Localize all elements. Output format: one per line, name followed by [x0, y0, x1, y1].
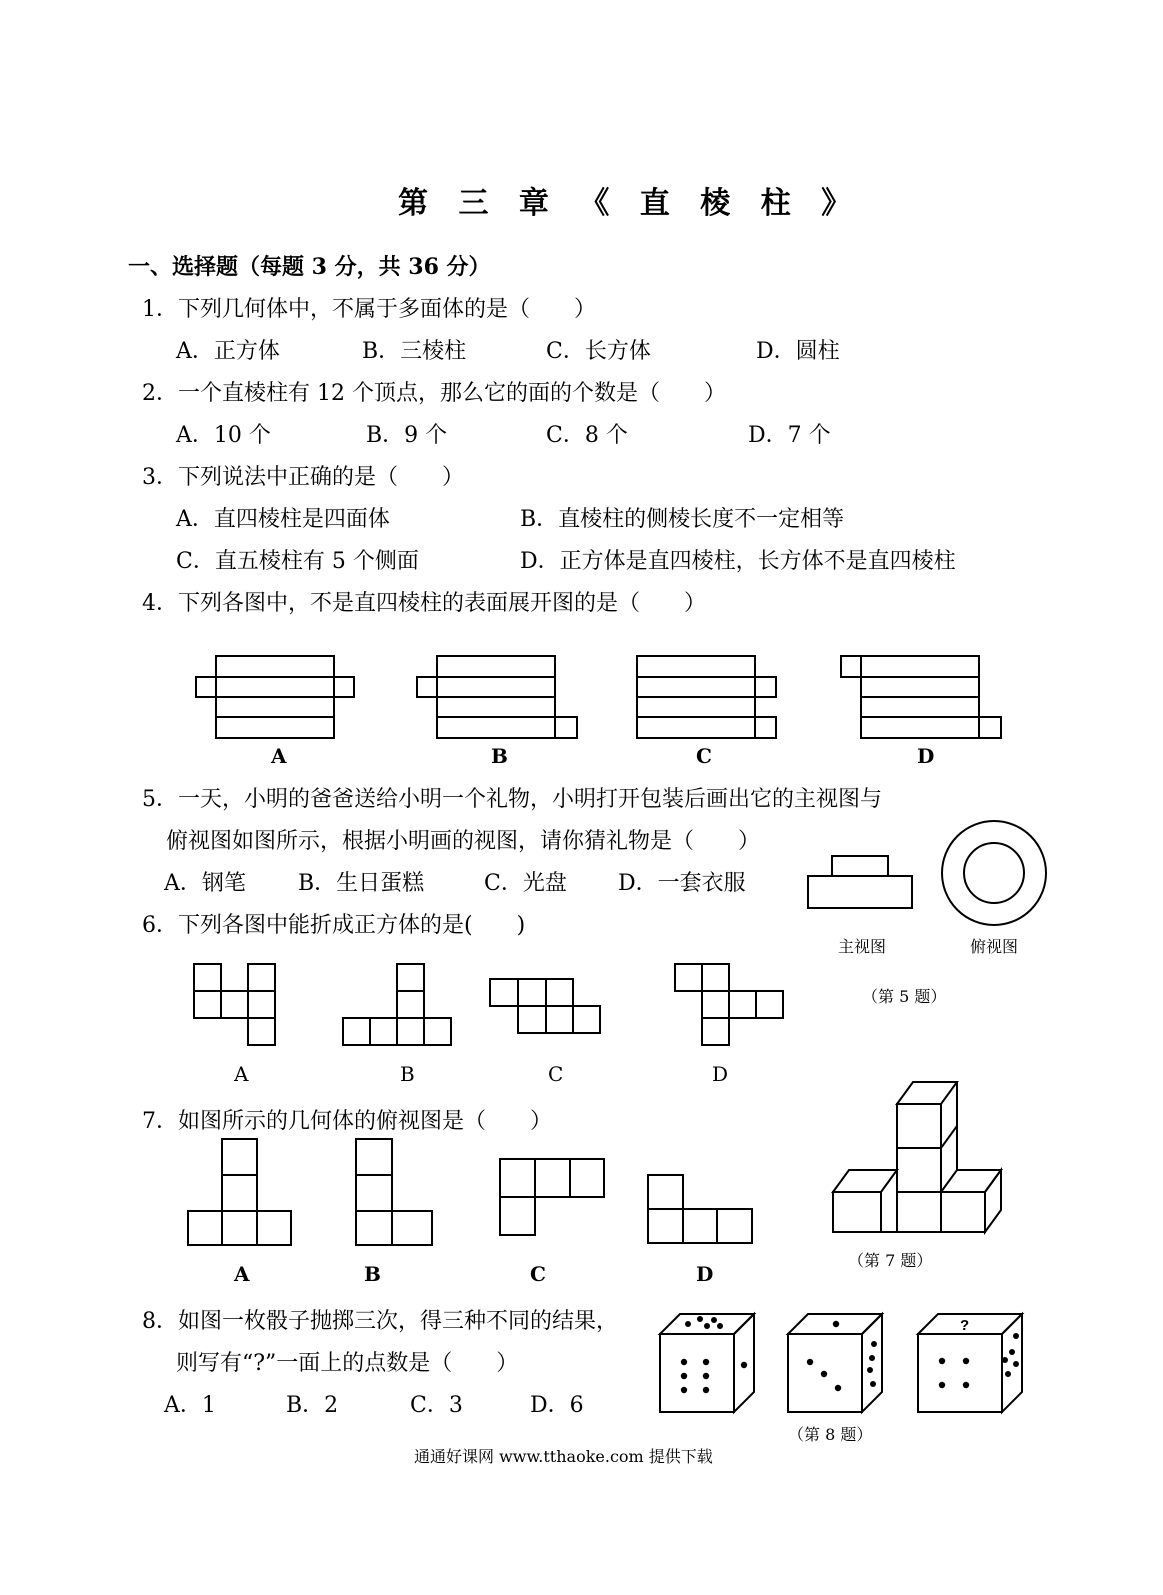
q7-view-d[interactable]	[648, 1175, 752, 1243]
q2-option-d[interactable]: D．7 个	[748, 423, 831, 448]
q4-net-d[interactable]	[841, 656, 1001, 738]
q4-label-b: B	[491, 744, 508, 768]
q5-caption: （第 5 题）	[862, 987, 947, 1006]
q8-die-1	[660, 1314, 754, 1412]
question-6: 6．下列各图中能折成正方体的是( )	[142, 913, 526, 938]
q8-die-2	[788, 1314, 882, 1412]
q5-option-c[interactable]: C．光盘	[484, 871, 567, 896]
q5-front-view-label: 主视图	[838, 937, 887, 956]
q8-question-mark: ?	[960, 1317, 970, 1334]
question-1: 1．下列几何体中，不属于多面体的是（ ）	[142, 297, 596, 322]
q4-label-c: C	[696, 744, 712, 768]
q8-dice-figure	[650, 1310, 1040, 1420]
q5-front-view	[808, 856, 912, 908]
q6-nets-figure	[190, 960, 790, 1050]
q7-label-d: D	[696, 1262, 714, 1286]
q5-option-d[interactable]: D．一套衣服	[618, 871, 746, 896]
q7-solid-figure	[825, 1075, 1015, 1240]
q1-option-c[interactable]: C．长方体	[546, 339, 651, 364]
q4-label-d: D	[917, 744, 935, 768]
q1-option-d[interactable]: D．圆柱	[756, 339, 840, 364]
q5-option-b[interactable]: B．生日蛋糕	[298, 871, 425, 896]
q7-view-a[interactable]	[188, 1139, 291, 1245]
q6-label-c: C	[548, 1062, 564, 1086]
q8-die-3	[918, 1314, 1022, 1412]
q7-label-c: C	[530, 1262, 546, 1286]
q8-caption: （第 8 题）	[788, 1425, 873, 1444]
q1-option-b[interactable]: B．三棱柱	[362, 339, 467, 364]
q7-view-b[interactable]	[356, 1139, 432, 1245]
q8-option-b[interactable]: B．2	[286, 1393, 339, 1418]
q6-label-b: B	[400, 1062, 415, 1086]
page-title: 第 三 章 《 直 棱 柱 》	[398, 186, 862, 221]
q7-cube-stack	[833, 1082, 1001, 1232]
q6-net-c[interactable]	[490, 979, 600, 1033]
q5-top-view	[942, 821, 1046, 925]
q6-net-d[interactable]	[675, 964, 783, 1045]
section-heading: 一、选择题（每题 3 分，共 36 分）	[128, 254, 491, 280]
q2-option-a[interactable]: A．10 个	[176, 423, 271, 448]
question-5-line-2: 俯视图如图所示，根据小明画的视图，请你猜礼物是（ ）	[166, 829, 761, 854]
q7-views-figure	[180, 1135, 760, 1250]
q5-option-a[interactable]: A．钢笔	[164, 871, 246, 896]
q4-net-a[interactable]	[196, 656, 354, 738]
q2-option-b[interactable]: B．9 个	[366, 423, 448, 448]
q4-net-b[interactable]	[417, 656, 577, 738]
q4-label-a: A	[271, 744, 287, 768]
q6-label-d: D	[712, 1062, 729, 1086]
q2-option-c[interactable]: C．8 个	[546, 423, 628, 448]
question-3: 3．下列说法中正确的是（ ）	[142, 465, 464, 490]
question-8-line-2: 则写有“?”一面上的点数是（ ）	[176, 1351, 519, 1376]
footer-credit: 通通好课网 www.tthaoke.com 提供下载	[414, 1447, 713, 1466]
q7-view-c[interactable]	[500, 1159, 604, 1235]
q8-option-a[interactable]: A．1	[164, 1393, 216, 1418]
q7-label-a: A	[234, 1262, 250, 1286]
q3-option-a[interactable]: A．直四棱柱是四面体	[176, 507, 390, 532]
q7-label-b: B	[364, 1262, 381, 1286]
q6-net-a[interactable]	[194, 964, 275, 1045]
q6-label-a: A	[234, 1062, 249, 1086]
question-4: 4．下列各图中，不是直四棱柱的表面展开图的是（ ）	[142, 591, 706, 616]
q5-views-figure	[800, 818, 1055, 918]
q3-option-b[interactable]: B．直棱柱的侧棱长度不一定相等	[520, 507, 845, 532]
question-2: 2．一个直棱柱有 12 个顶点，那么它的面的个数是（ ）	[142, 381, 726, 406]
q1-option-a[interactable]: A．正方体	[176, 339, 280, 364]
q8-option-d[interactable]: D．6	[530, 1393, 584, 1418]
q4-net-c[interactable]	[637, 656, 776, 738]
q3-option-d[interactable]: D．正方体是直四棱柱，长方体不是直四棱柱	[520, 549, 956, 574]
q3-option-c[interactable]: C．直五棱柱有 5 个侧面	[176, 549, 419, 574]
q4-nets-figure	[190, 650, 1020, 745]
q5-top-view-label: 俯视图	[970, 937, 1019, 956]
question-7: 7．如图所示的几何体的俯视图是（ ）	[142, 1109, 552, 1134]
q8-option-c[interactable]: C．3	[410, 1393, 463, 1418]
question-8-line-1: 8．如图一枚骰子抛掷三次，得三种不同的结果，	[142, 1309, 618, 1334]
q7-caption: （第 7 题）	[848, 1251, 933, 1270]
q6-net-b[interactable]	[343, 964, 451, 1045]
question-5-line-1: 5．一天，小明的爸爸送给小明一个礼物，小明打开包装后画出它的主视图与	[142, 787, 882, 812]
